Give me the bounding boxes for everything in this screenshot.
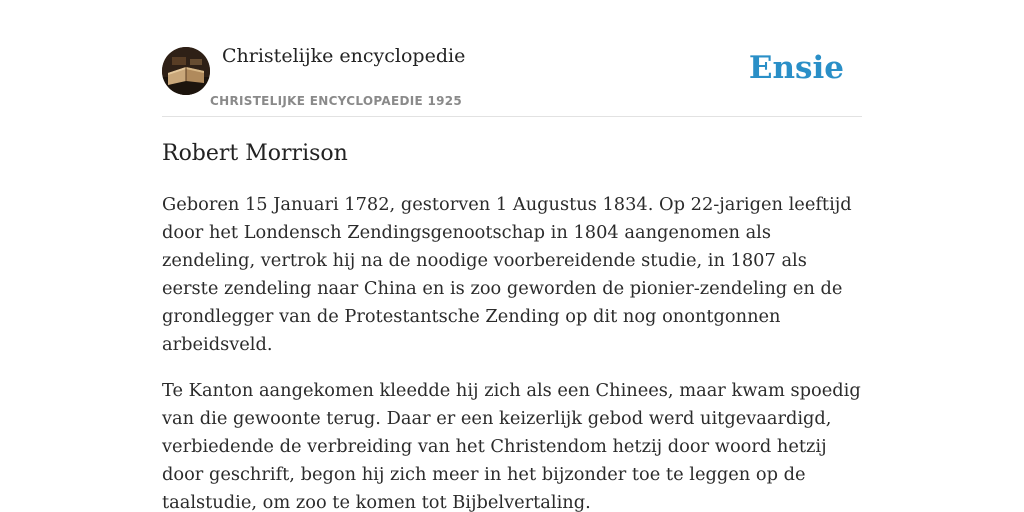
- open-book-icon: [162, 47, 210, 95]
- article-paragraph: Te Kanton aangekomen kleedde hij zich als een Chinees, maar kwam spoedig van die gewoonte terug. Daar er een keizerlijk gebod werd uitgevaardigd, verbiedende de verbreiding van het Christendom hetzij door woord hetzij door geschrift, begon hij zich meer in het bijzonder toe te leggen op de taalstudie, om zoo te komen tot Bijbelvertaling.: [162, 380, 861, 512]
- source-subtitle[interactable]: CHRISTELIJKE ENCYCLOPAEDIE 1925: [210, 94, 463, 108]
- brand-logo[interactable]: Ensie: [748, 50, 844, 86]
- source-avatar[interactable]: [162, 47, 210, 95]
- header: [162, 0, 862, 117]
- article: [162, 138, 862, 512]
- article-title: Robert Morrison: [162, 141, 348, 166]
- source-title[interactable]: Christelijke encyclopedie: [222, 45, 466, 67]
- article-paragraph: Geboren 15 Januari 1782, gestorven 1 Augustus 1834. Op 22-jarigen leeftijd door het Londensch Zendingsgenootschap in 1804 aangenomen als zendeling, vertrok hij na de noodige voorbereidende studie, in 1807 als eerste zendeling naar China en is zoo geworden de pionier-zendeling en de grondlegger van de Protestantsche Zending op dit nog onontgonnen arbeidsveld.: [162, 194, 852, 355]
